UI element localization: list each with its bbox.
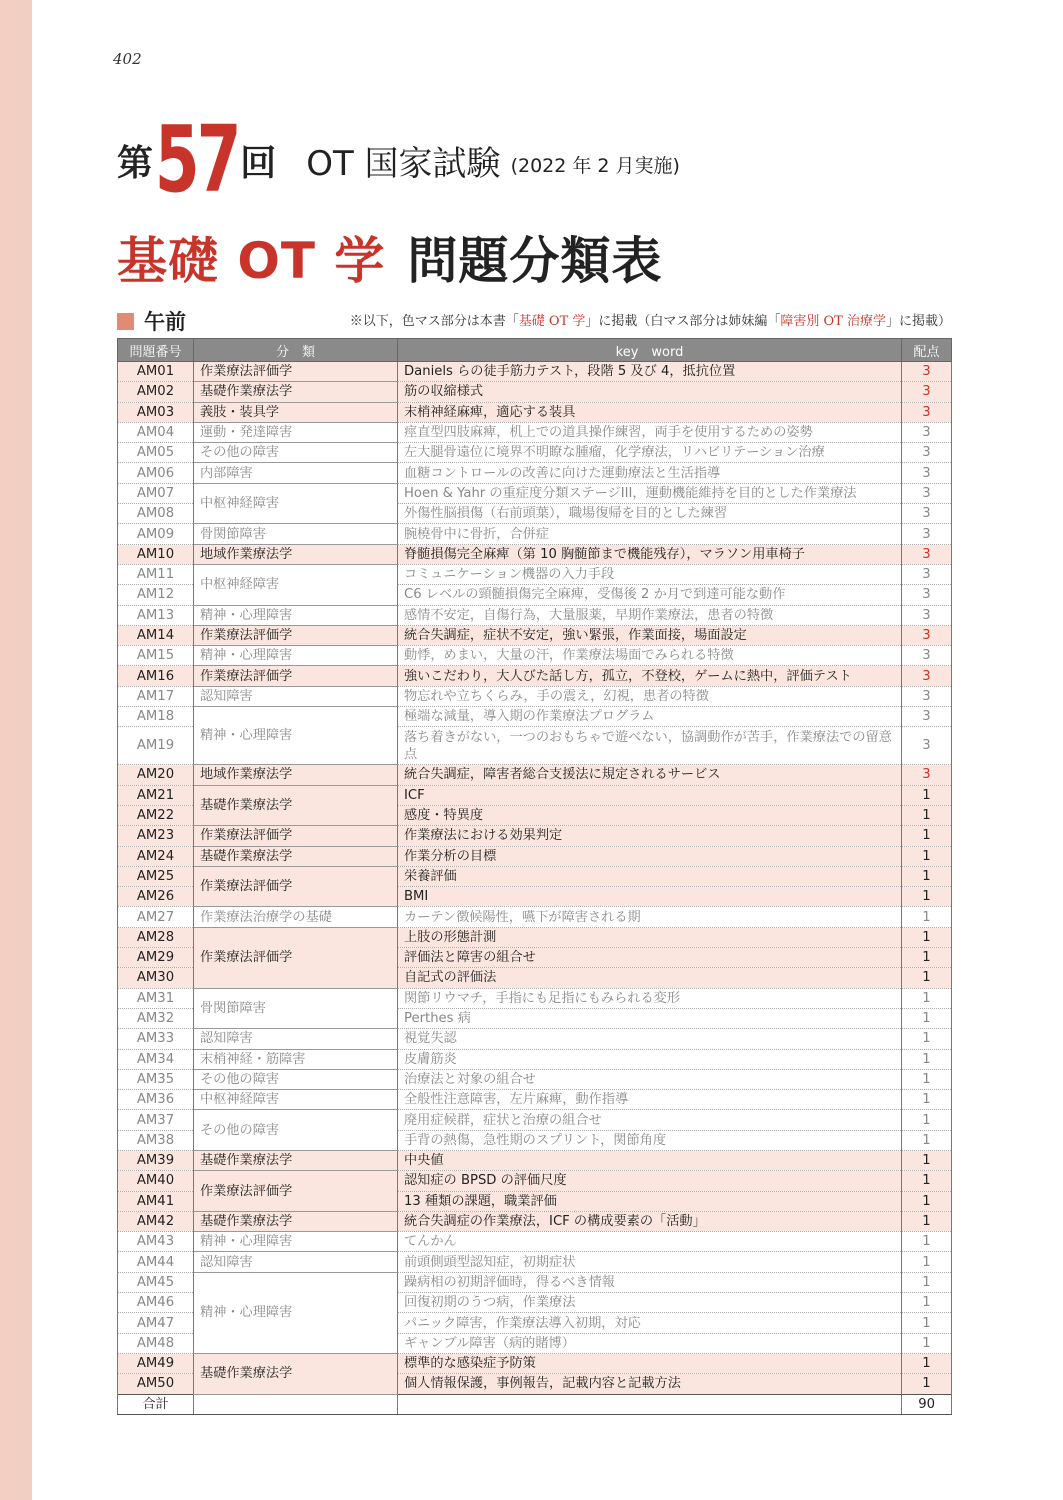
row-score: 1	[902, 1110, 952, 1130]
row-score: 1	[902, 907, 952, 927]
row-category: 認知障害	[194, 686, 398, 706]
row-score: 1	[902, 887, 952, 907]
row-score: 1	[902, 1090, 952, 1110]
row-category: 骨関節障害	[194, 988, 398, 1029]
row-category: 精神・心理障害	[194, 605, 398, 625]
row-id: AM45	[118, 1272, 194, 1292]
row-category: 地域作業療法学	[194, 765, 398, 785]
row-keyword: 手背の熱傷，急性期のスプリント，関節角度	[398, 1130, 902, 1150]
row-id: AM15	[118, 646, 194, 666]
row-score: 3	[902, 765, 952, 785]
table-row	[118, 846, 952, 866]
row-id: AM40	[118, 1171, 194, 1191]
header-category: 分 類	[194, 339, 398, 362]
row-category: 内部障害	[194, 463, 398, 483]
row-score: 1	[902, 1272, 952, 1292]
row-keyword: Daniels らの徒手筋力テスト，段階 5 及び 4，抵抗位置	[398, 362, 902, 382]
row-id: AM22	[118, 805, 194, 825]
row-score: 3	[902, 422, 952, 442]
row-keyword: コミュニケーション機器の入力手段	[398, 564, 902, 584]
row-keyword: 筋の収縮様式	[398, 382, 902, 402]
row-id: AM14	[118, 625, 194, 645]
row-score: 1	[902, 1049, 952, 1069]
row-id: AM07	[118, 483, 194, 503]
row-score: 1	[902, 1191, 952, 1211]
row-category: 作業療法評価学	[194, 826, 398, 846]
row-score: 1	[902, 1374, 952, 1394]
row-score: 1	[902, 1029, 952, 1049]
row-keyword: 極端な減量，導入期の作業療法プログラム	[398, 707, 902, 727]
table-row	[118, 765, 952, 785]
row-id: AM25	[118, 866, 194, 886]
table-row	[118, 666, 952, 686]
row-score: 1	[902, 1008, 952, 1028]
row-id: AM43	[118, 1232, 194, 1252]
row-keyword: カーテン徴候陽性，嚥下が障害される期	[398, 907, 902, 927]
row-category: 作業療法評価学	[194, 625, 398, 645]
row-category: その他の障害	[194, 1069, 398, 1089]
title-prefix: 第	[117, 142, 154, 184]
table-row	[118, 463, 952, 483]
row-keyword: 治療法と対象の組合せ	[398, 1069, 902, 1089]
section-heading	[117, 306, 186, 336]
row-id: AM17	[118, 686, 194, 706]
row-score: 1	[902, 1333, 952, 1353]
row-category: その他の障害	[194, 1110, 398, 1151]
table-row	[118, 1252, 952, 1272]
row-keyword: 前頭側頭型認知症，初期症状	[398, 1252, 902, 1272]
row-keyword: 統合失調症，障害者総合支援法に規定されるサービス	[398, 765, 902, 785]
row-keyword: 物忘れや立ちくらみ，手の震え，幻視，患者の特徴	[398, 686, 902, 706]
row-keyword: 作業療法における効果判定	[398, 826, 902, 846]
row-keyword: 個人情報保護，事例報告，記載内容と記載方法	[398, 1374, 902, 1394]
page-title-black: 問題分類表	[407, 232, 663, 290]
row-category: 運動・発達障害	[194, 422, 398, 442]
table-row	[118, 362, 952, 382]
row-score: 3	[902, 504, 952, 524]
title-date: (2022 年 2 月実施)	[510, 154, 680, 177]
row-keyword: 脊髄損傷完全麻痺（第 10 胸髄節まで機能残存），マラソン用車椅子	[398, 544, 902, 564]
row-id: AM35	[118, 1069, 194, 1089]
row-id: AM08	[118, 504, 194, 524]
row-id: AM23	[118, 826, 194, 846]
row-category: 基礎作業療法学	[194, 846, 398, 866]
row-id: AM49	[118, 1353, 194, 1373]
row-keyword: BMI	[398, 887, 902, 907]
row-id: AM48	[118, 1333, 194, 1353]
total-row	[118, 1394, 952, 1414]
row-score: 1	[902, 1353, 952, 1373]
table-row	[118, 1110, 952, 1130]
row-category: 基礎作業療法学	[194, 1150, 398, 1170]
row-score: 1	[902, 1252, 952, 1272]
row-id: AM37	[118, 1110, 194, 1130]
row-keyword: 視覚失認	[398, 1029, 902, 1049]
row-id: AM38	[118, 1130, 194, 1150]
table-row	[118, 646, 952, 666]
row-score: 1	[902, 1150, 952, 1170]
row-id: AM36	[118, 1090, 194, 1110]
row-id: AM04	[118, 422, 194, 442]
row-score: 1	[902, 826, 952, 846]
row-keyword: ICF	[398, 785, 902, 805]
table-row	[118, 382, 952, 402]
header-id: 問題番号	[118, 339, 194, 362]
row-id: AM24	[118, 846, 194, 866]
row-keyword: 廃用症候群，症状と治療の組合せ	[398, 1110, 902, 1130]
table-row	[118, 866, 952, 886]
table-row	[118, 927, 952, 947]
title-exam: OT 国家試験	[306, 143, 501, 184]
row-id: AM19	[118, 727, 194, 765]
row-score: 3	[902, 524, 952, 544]
square-marker-icon	[117, 313, 134, 330]
row-id: AM27	[118, 907, 194, 927]
row-keyword: 自記式の評価法	[398, 968, 902, 988]
row-id: AM46	[118, 1293, 194, 1313]
row-score: 1	[902, 927, 952, 947]
side-band	[0, 0, 32, 1500]
row-id: AM20	[118, 765, 194, 785]
row-keyword: ギャンブル障害（病的賭博）	[398, 1333, 902, 1353]
row-score: 1	[902, 785, 952, 805]
row-id: AM11	[118, 564, 194, 584]
row-keyword: 痙直型四肢麻痺，机上での道具操作練習，両手を使用するための姿勢	[398, 422, 902, 442]
note-part2: 」に掲載（白マス部分は姉妹編「	[585, 314, 781, 329]
table-row	[118, 988, 952, 1008]
row-score: 1	[902, 1130, 952, 1150]
row-keyword: 評価法と障害の組合せ	[398, 948, 902, 968]
row-id: AM03	[118, 402, 194, 422]
row-category: 精神・心理障害	[194, 1232, 398, 1252]
table-row	[118, 625, 952, 645]
page-title	[117, 222, 662, 292]
row-keyword: 腕橈骨中に骨折，合併症	[398, 524, 902, 544]
table-row	[118, 443, 952, 463]
row-keyword: 中央値	[398, 1150, 902, 1170]
row-id: AM12	[118, 585, 194, 605]
row-category: 精神・心理障害	[194, 646, 398, 666]
table-row	[118, 1171, 952, 1191]
table-row	[118, 1211, 952, 1231]
row-score: 3	[902, 585, 952, 605]
row-score: 3	[902, 605, 952, 625]
table-row	[118, 564, 952, 584]
row-category: 作業療法治療学の基礎	[194, 907, 398, 927]
row-keyword: 全般性注意障害，左片麻痺，動作指導	[398, 1090, 902, 1110]
row-score: 1	[902, 1232, 952, 1252]
row-category: その他の障害	[194, 443, 398, 463]
page-number: 402	[113, 50, 142, 68]
page-title-red: 基礎 OT 学	[117, 232, 386, 290]
row-category: 基礎作業療法学	[194, 1211, 398, 1231]
row-category: 基礎作業療法学	[194, 785, 398, 826]
row-id: AM34	[118, 1049, 194, 1069]
row-category: 基礎作業療法学	[194, 1353, 398, 1394]
row-id: AM39	[118, 1150, 194, 1170]
row-id: AM31	[118, 988, 194, 1008]
total-label: 合計	[118, 1394, 194, 1414]
row-score: 1	[902, 805, 952, 825]
table-row	[118, 1090, 952, 1110]
row-category: 中枢神経障害	[194, 564, 398, 605]
row-id: AM21	[118, 785, 194, 805]
table-row	[118, 826, 952, 846]
table-row	[118, 785, 952, 805]
row-id: AM09	[118, 524, 194, 544]
table-row	[118, 1150, 952, 1170]
row-score: 3	[902, 443, 952, 463]
row-keyword: 標準的な感染症予防策	[398, 1353, 902, 1373]
row-keyword: てんかん	[398, 1232, 902, 1252]
row-category: 末梢神経・筋障害	[194, 1049, 398, 1069]
row-id: AM13	[118, 605, 194, 625]
row-score: 3	[902, 686, 952, 706]
note-highlight-1: 基礎 OT 学	[518, 314, 586, 329]
note-highlight-2: 障害別 OT 治療学	[780, 314, 886, 329]
row-id: AM28	[118, 927, 194, 947]
row-id: AM33	[118, 1029, 194, 1049]
row-keyword: 左大腿骨遠位に境界不明瞭な腫瘤，化学療法，リハビリテーション治療	[398, 443, 902, 463]
row-id: AM10	[118, 544, 194, 564]
row-score: 3	[902, 727, 952, 765]
row-score: 3	[902, 625, 952, 645]
total-empty-keyword	[398, 1394, 902, 1414]
row-keyword: Perthes 病	[398, 1008, 902, 1028]
row-category: 義肢・装具学	[194, 402, 398, 422]
row-id: AM47	[118, 1313, 194, 1333]
row-id: AM05	[118, 443, 194, 463]
row-score: 3	[902, 463, 952, 483]
row-category: 中枢神経障害	[194, 483, 398, 524]
table-row	[118, 1272, 952, 1292]
row-category: 作業療法評価学	[194, 1171, 398, 1212]
row-category: 認知障害	[194, 1029, 398, 1049]
row-id: AM30	[118, 968, 194, 988]
row-id: AM26	[118, 887, 194, 907]
row-score: 3	[902, 646, 952, 666]
section-label: 午前	[144, 310, 186, 334]
row-score: 1	[902, 948, 952, 968]
exam-title	[117, 106, 680, 213]
row-keyword: 統合失調症，症状不安定，強い緊張，作業面接，場面設定	[398, 625, 902, 645]
row-category: 中枢神経障害	[194, 1090, 398, 1110]
table-row	[118, 524, 952, 544]
row-keyword: 回復初期のうつ病，作業療法	[398, 1293, 902, 1313]
note-part3: 」に掲載）	[885, 314, 951, 329]
header-keyword: key word	[398, 339, 902, 362]
row-score: 3	[902, 362, 952, 382]
row-category: 基礎作業療法学	[194, 382, 398, 402]
row-id: AM29	[118, 948, 194, 968]
row-id: AM01	[118, 362, 194, 382]
table-row	[118, 686, 952, 706]
row-score: 1	[902, 846, 952, 866]
row-keyword: 栄養評価	[398, 866, 902, 886]
row-keyword: 作業分析の目標	[398, 846, 902, 866]
total-score: 90	[902, 1394, 952, 1414]
table-row	[118, 1029, 952, 1049]
row-category: 作業療法評価学	[194, 666, 398, 686]
row-id: AM06	[118, 463, 194, 483]
row-score: 1	[902, 988, 952, 1008]
row-score: 1	[902, 968, 952, 988]
table-row	[118, 422, 952, 442]
table-row	[118, 1353, 952, 1373]
header-score: 配点	[902, 339, 952, 362]
row-keyword: 外傷性脳損傷（右前頭葉），職場復帰を目的とした練習	[398, 504, 902, 524]
row-keyword: 強いこだわり，大人びた話し方，孤立，不登校，ゲームに熱中，評価テスト	[398, 666, 902, 686]
row-category: 作業療法評価学	[194, 927, 398, 988]
table-row	[118, 605, 952, 625]
table-header-row	[118, 339, 952, 362]
row-keyword: 血糖コントロールの改善に向けた運動療法と生活指導	[398, 463, 902, 483]
row-score: 1	[902, 1069, 952, 1089]
row-category: 精神・心理障害	[194, 707, 398, 765]
row-keyword: 認知症の BPSD の評価尺度	[398, 1171, 902, 1191]
row-score: 1	[902, 1313, 952, 1333]
row-keyword: 感度・特異度	[398, 805, 902, 825]
row-score: 3	[902, 382, 952, 402]
row-score: 3	[902, 666, 952, 686]
row-keyword: 動悸，めまい，大量の汗，作業療法場面でみられる特徴	[398, 646, 902, 666]
row-keyword: パニック障害，作業療法導入初期，対応	[398, 1313, 902, 1333]
row-keyword: 上肢の形態計測	[398, 927, 902, 947]
row-keyword: 末梢神経麻痺，適応する装具	[398, 402, 902, 422]
table-row	[118, 483, 952, 503]
table-row	[118, 907, 952, 927]
row-category: 作業療法評価学	[194, 362, 398, 382]
row-score: 1	[902, 1293, 952, 1313]
row-category: 骨関節障害	[194, 524, 398, 544]
row-keyword: 統合失調症の作業療法，ICF の構成要素の「活動」	[398, 1211, 902, 1231]
row-category: 精神・心理障害	[194, 1272, 398, 1353]
row-id: AM41	[118, 1191, 194, 1211]
row-id: AM18	[118, 707, 194, 727]
row-score: 3	[902, 544, 952, 564]
row-score: 3	[902, 402, 952, 422]
table-row	[118, 707, 952, 727]
row-id: AM32	[118, 1008, 194, 1028]
table-row	[118, 1232, 952, 1252]
row-category: 認知障害	[194, 1252, 398, 1272]
row-keyword: 感情不安定，自傷行為，大量服薬，早期作業療法，患者の特徴	[398, 605, 902, 625]
row-id: AM42	[118, 1211, 194, 1231]
table-row	[118, 544, 952, 564]
row-keyword: 関節リウマチ，手指にも足指にもみられる変形	[398, 988, 902, 1008]
row-keyword: Hoen & Yahr の重症度分類ステージIII，運動機能維持を目的とした作業療法	[398, 483, 902, 503]
row-id: AM44	[118, 1252, 194, 1272]
row-score: 1	[902, 1211, 952, 1231]
table-row	[118, 1069, 952, 1089]
row-keyword: 躁病相の初期評価時，得るべき情報	[398, 1272, 902, 1292]
row-keyword: 落ち着きがない，一つのおもちゃで遊べない，協調動作が苦手，作業療法での留意点	[398, 727, 902, 765]
row-score: 3	[902, 483, 952, 503]
row-id: AM16	[118, 666, 194, 686]
total-empty-category	[194, 1394, 398, 1414]
row-score: 3	[902, 707, 952, 727]
legend-note	[350, 310, 951, 329]
classification-table	[117, 338, 952, 1415]
title-number: 57	[154, 106, 239, 213]
row-score: 1	[902, 866, 952, 886]
row-id: AM50	[118, 1374, 194, 1394]
note-part1: ※以下，色マス部分は本書「	[349, 314, 519, 329]
row-keyword: C6 レベルの頸髄損傷完全麻痺，受傷後 2 か月で到達可能な動作	[398, 585, 902, 605]
row-category: 作業療法評価学	[194, 866, 398, 907]
row-score: 3	[902, 564, 952, 584]
row-score: 1	[902, 1171, 952, 1191]
title-suffix: 回	[240, 142, 277, 184]
table-row	[118, 1049, 952, 1069]
row-id: AM02	[118, 382, 194, 402]
table-row	[118, 402, 952, 422]
row-category: 地域作業療法学	[194, 544, 398, 564]
row-keyword: 皮膚筋炎	[398, 1049, 902, 1069]
row-keyword: 13 種類の課題，職業評価	[398, 1191, 902, 1211]
